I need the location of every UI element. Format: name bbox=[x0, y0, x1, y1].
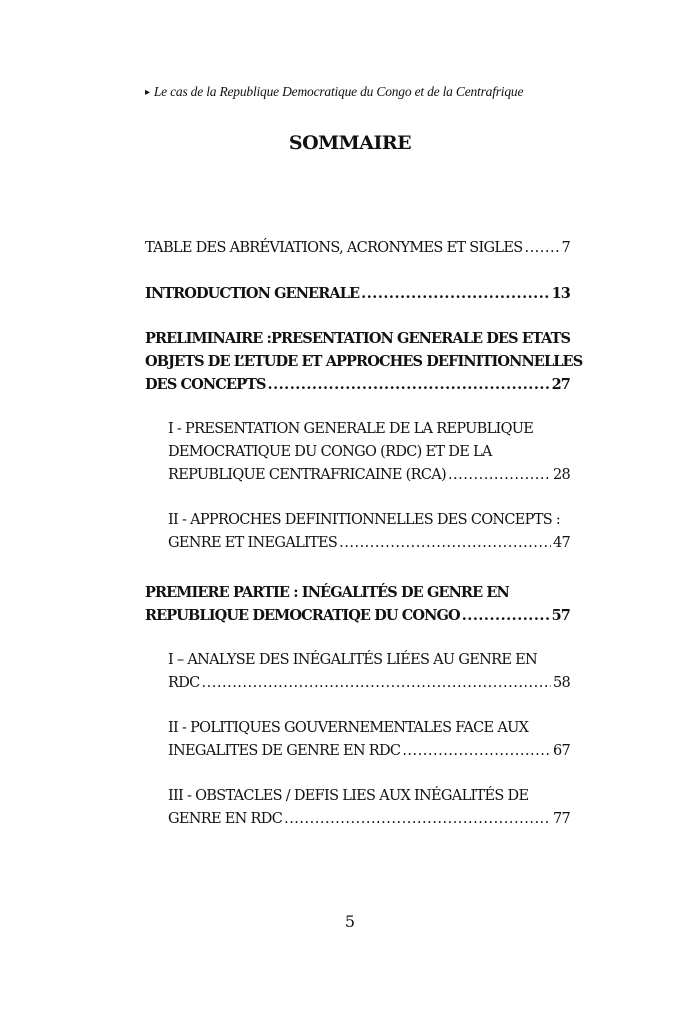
toc-leader-dots bbox=[361, 282, 549, 305]
toc-entry-title-line: DES CONCEPTS bbox=[145, 376, 266, 393]
toc-entry-preliminaire bbox=[145, 327, 583, 396]
toc-page-number: 7 bbox=[561, 240, 570, 256]
toc-page-number: 67 bbox=[552, 743, 570, 759]
toc-entry-title-line: GENRE ET INEGALITES bbox=[168, 535, 338, 551]
toc-entry-title-line: RDC bbox=[168, 675, 200, 691]
toc-entry-title-line: II - POLITIQUES GOUVERNEMENTALES FACE AUX bbox=[168, 720, 529, 736]
toc-entry-title-line: II - APPROCHES DEFINITIONNELLES DES CONCEPTS : bbox=[168, 512, 561, 528]
toc-entry-title: INTRODUCTION GENERALE bbox=[145, 285, 360, 302]
toc-subentry-politiques-gouvernementales bbox=[145, 717, 570, 763]
running-head-text: Le cas de la Republique Democratique du Congo et de la Centrafrique bbox=[153, 84, 524, 99]
toc-subentry-presentation-rdc-rca bbox=[145, 418, 570, 487]
toc-page-number: 13 bbox=[551, 285, 570, 302]
toc-entry-title-line: OBJETS DE L’ETUDE ET APPROCHES DEFINITIONNELLES bbox=[145, 353, 583, 370]
running-head bbox=[145, 84, 523, 100]
toc-subentry-approches-definitionnelles bbox=[145, 509, 570, 555]
toc-entry-title-line: PREMIERE PARTIE : INÉGALITÉS DE GENRE EN bbox=[145, 584, 509, 601]
toc-leader-dots bbox=[448, 464, 551, 487]
toc-entry-title-line: I - PRESENTATION GENERALE DE LA REPUBLIQUE bbox=[168, 421, 534, 437]
toc-subentry-analyse-inegalites bbox=[145, 649, 570, 695]
page-title: SOMMAIRE bbox=[288, 132, 412, 154]
toc-leader-dots bbox=[202, 672, 551, 695]
toc-entry-title-line: I – ANALYSE DES INÉGALITÉS LIÉES AU GENRE EN bbox=[168, 652, 537, 668]
toc-entry-title: TABLE DES ABRÉVIATIONS, ACRONYMES ET SIGLES bbox=[145, 240, 523, 256]
toc-page-number: 77 bbox=[552, 811, 570, 827]
toc-page-number: 27 bbox=[551, 376, 570, 393]
toc-entry-premiere-partie bbox=[145, 581, 570, 627]
table-of-contents bbox=[145, 237, 583, 853]
page-number: 5 bbox=[344, 912, 356, 931]
toc-entry-introduction bbox=[145, 282, 570, 305]
toc-entry-title-line: GENRE EN RDC bbox=[168, 811, 283, 827]
toc-page-number: 28 bbox=[552, 467, 570, 483]
toc-leader-dots bbox=[402, 740, 551, 763]
toc-entry-abbreviations bbox=[145, 237, 570, 260]
toc-leader-dots bbox=[524, 237, 559, 260]
toc-subentry-obstacles-defis bbox=[145, 785, 570, 831]
toc-entry-title-line: REPUBLIQUE CENTRAFRICAINE (RCA) bbox=[168, 467, 446, 483]
triangle-marker-icon: ▸ bbox=[145, 87, 150, 98]
toc-leader-dots bbox=[462, 604, 550, 627]
toc-entry-title-line: PRELIMINAIRE :PRESENTATION GENERALE DES ETATS bbox=[145, 330, 571, 347]
toc-leader-dots bbox=[339, 532, 551, 555]
toc-leader-dots bbox=[268, 373, 550, 396]
toc-page-number: 58 bbox=[552, 675, 570, 691]
toc-leader-dots bbox=[284, 808, 551, 831]
toc-entry-title-line: INEGALITES DE GENRE EN RDC bbox=[168, 743, 401, 759]
toc-entry-title-line: DEMOCRATIQUE DU CONGO (RDC) ET DE LA bbox=[168, 444, 492, 460]
toc-page-number: 47 bbox=[552, 535, 570, 551]
toc-entry-title-line: REPUBLIQUE DEMOCRATIQE DU CONGO bbox=[145, 607, 460, 624]
toc-entry-title-line: III - OBSTACLES / DEFIS LIES AUX INÉGALITÉS DE bbox=[168, 788, 529, 804]
toc-page-number: 57 bbox=[551, 607, 570, 624]
